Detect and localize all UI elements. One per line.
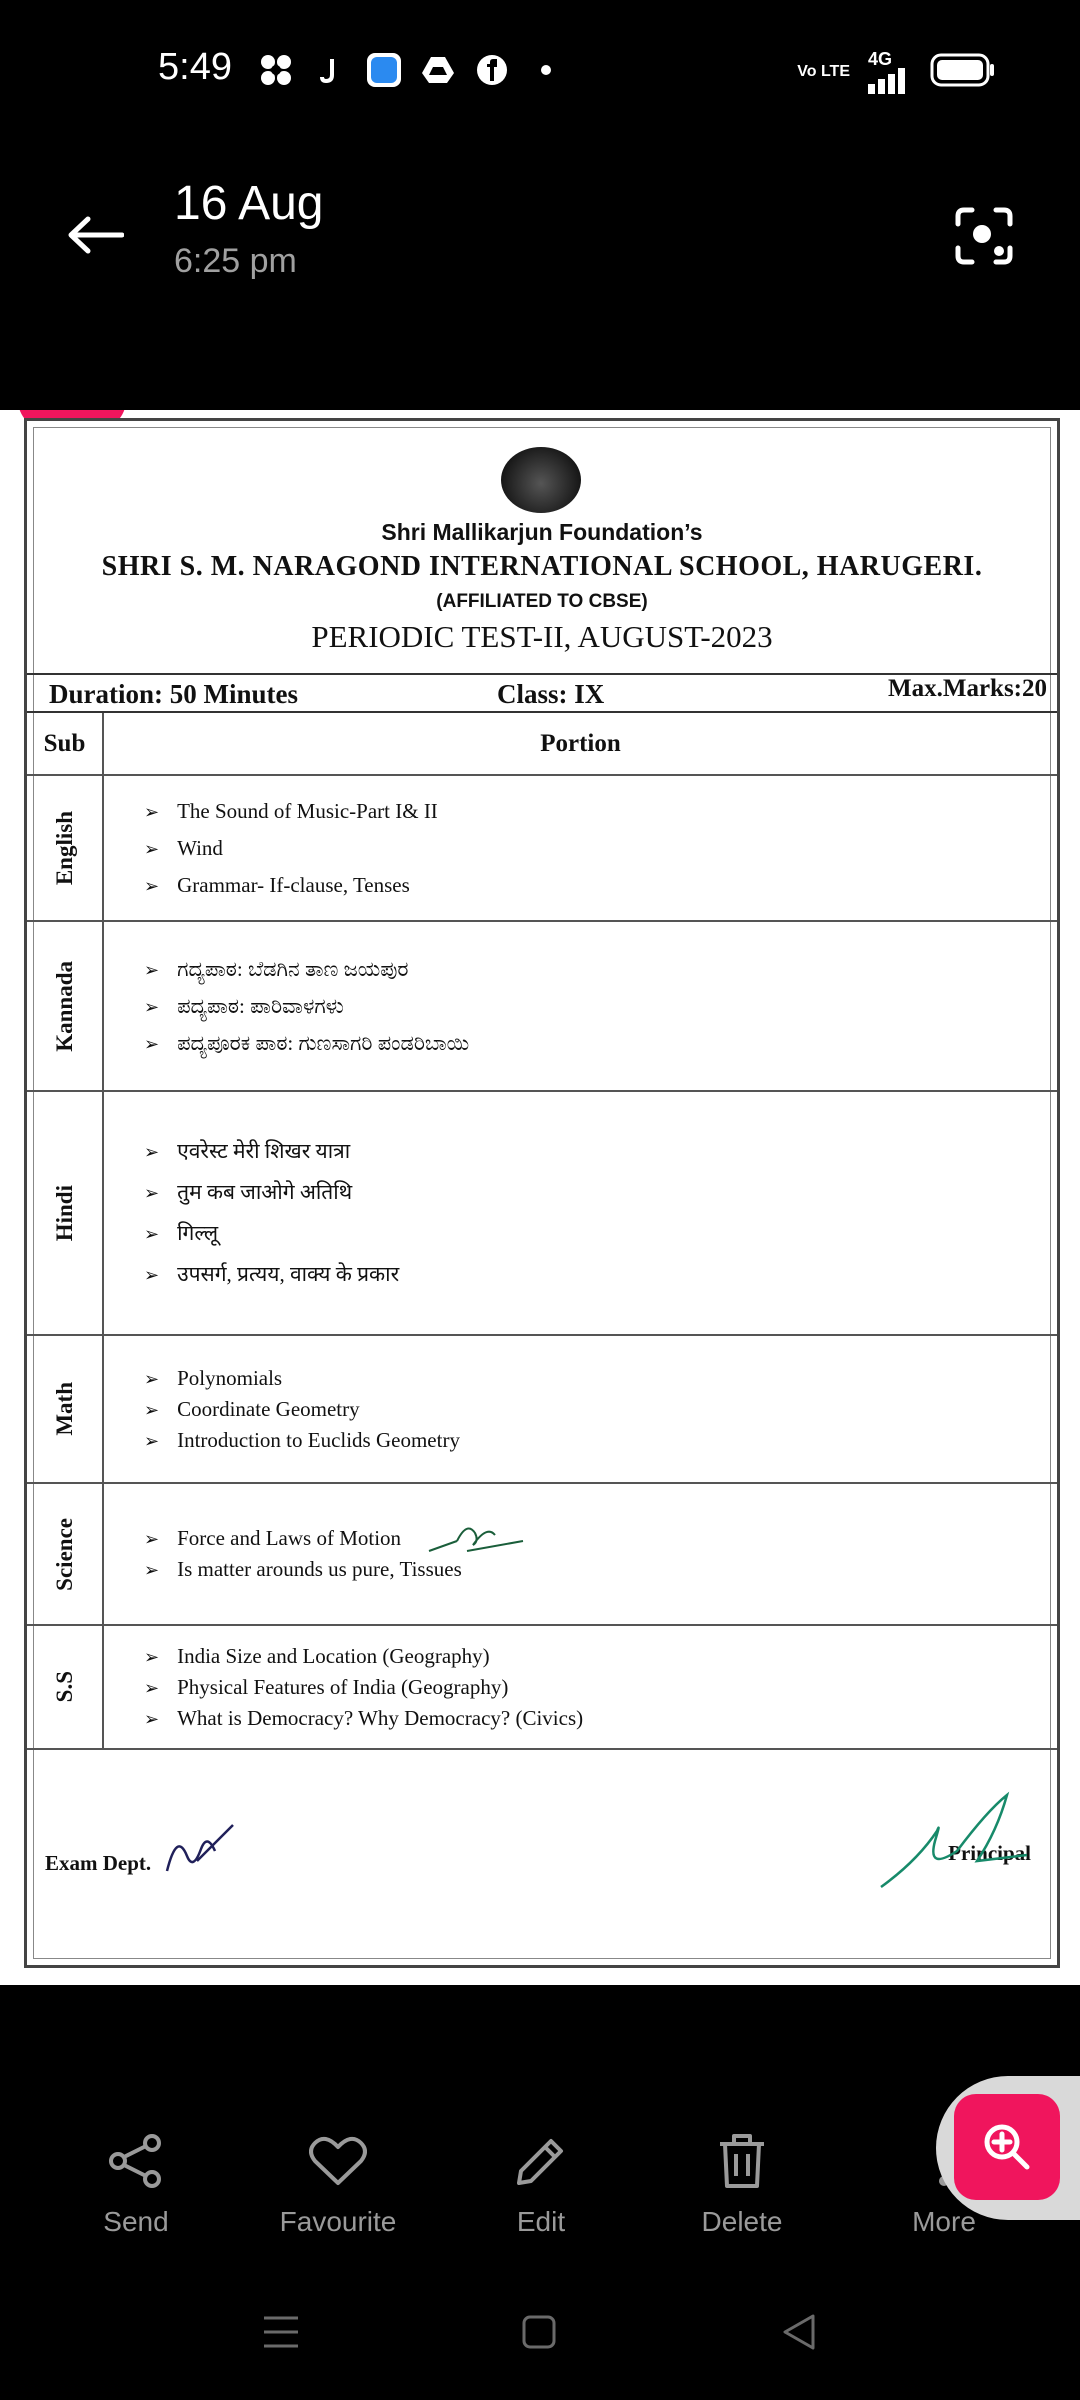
menu-icon — [262, 2315, 300, 2349]
exam-dept-signature — [157, 1821, 237, 1881]
table-row — [27, 921, 1057, 1091]
list-item: ➢ एवरेस्ट मेरी शिखर यात्रा — [144, 1131, 1057, 1172]
drive-icon — [420, 52, 456, 88]
principal-signature — [877, 1791, 1037, 1891]
send-button[interactable] — [46, 2130, 226, 2238]
list-item: ➢ Wind — [144, 830, 1057, 867]
facebook-icon — [474, 52, 510, 88]
subject-name: Science — [51, 1517, 77, 1591]
principal-label: Principal — [948, 1841, 1031, 1865]
back-button[interactable] — [60, 200, 130, 270]
status-bar — [0, 0, 1080, 140]
pencil-icon — [513, 2133, 569, 2189]
zoom-button[interactable] — [954, 2094, 1060, 2200]
list-item: ➢ Is matter arounds us pure, Tissues — [144, 1554, 1057, 1585]
list-item: ➢ Coordinate Geometry — [144, 1394, 1057, 1425]
favourite-button[interactable] — [248, 2130, 428, 2238]
subject-name: Math — [51, 1382, 77, 1436]
back-triangle-icon — [781, 2313, 817, 2351]
home-square-icon — [521, 2314, 557, 2350]
more-label: More — [912, 2206, 976, 2237]
viewer-header — [0, 140, 1080, 410]
list-item: ➢ ಗದ್ಯಪಾಠ: ಬೆಡಗಿನ ತಾಣ ಜಯಪುರ — [144, 951, 1057, 988]
status-indicators — [797, 50, 996, 94]
files-app-icon — [366, 52, 402, 88]
lens-icon — [954, 206, 1014, 266]
photo-date: 16 Aug — [174, 177, 324, 230]
edit-label: Edit — [516, 2206, 566, 2237]
document — [24, 418, 1060, 1968]
list-item: ➢ तुम कब जाओगे अतिथि — [144, 1172, 1057, 1213]
list-item: ➢ गिल्लू — [144, 1213, 1057, 1254]
list-item: ➢ The Sound of Music-Part I& II — [144, 793, 1057, 830]
test-title: PERIODIC TEST-II, AUGUST-2023 — [311, 619, 773, 654]
photo-viewer[interactable] — [0, 410, 1080, 1985]
notification-icons — [258, 52, 564, 88]
class: Class: IX — [497, 679, 605, 709]
list-item: ➢ What is Democracy? Why Democracy? (Civics) — [144, 1703, 1057, 1734]
recents-button[interactable] — [256, 2312, 306, 2352]
delete-button[interactable] — [652, 2130, 832, 2238]
photo-time: 6:25 pm — [174, 242, 297, 280]
subject-name: Hindi — [51, 1184, 77, 1242]
school-name: SHRI S. M. NARAGOND INTERNATIONAL SCHOOL, HARUGERI. — [101, 551, 983, 582]
list-item: ➢ Force and Laws of Motion — [144, 1523, 1057, 1554]
duration: Duration: 50 Minutes — [49, 679, 298, 709]
list-item: ➢ Introduction to Euclids Geometry — [144, 1425, 1057, 1456]
send-label: Send — [103, 2206, 169, 2237]
table-row — [27, 775, 1057, 921]
table-row — [27, 1483, 1057, 1625]
heart-icon — [309, 2135, 367, 2187]
list-item: ➢ Grammar- If-clause, Tenses — [144, 867, 1057, 904]
list-item: ➢ Polynomials — [144, 1363, 1057, 1394]
status-time: 5:49 — [158, 46, 232, 88]
list-item: ➢ उपसर्ग, प्रत्यय, वाक्य के प्रकार — [144, 1254, 1057, 1295]
app-icon — [258, 52, 294, 88]
table-row — [27, 1091, 1057, 1335]
portion-table — [27, 713, 1057, 1750]
exam-meta — [27, 673, 1057, 713]
list-item: ➢ ಪದ್ಯಪಾಠ: ಪಾರಿವಾಳಗಳು — [144, 988, 1057, 1025]
list-item: ➢ India Size and Location (Geography) — [144, 1641, 1057, 1672]
j-app-icon — [312, 52, 348, 88]
exam-dept-label: Exam Dept. — [45, 1851, 152, 1875]
dot-icon — [528, 52, 564, 88]
school-logo — [501, 447, 581, 513]
action-bar — [0, 2080, 1080, 2237]
nav-back-button[interactable] — [774, 2312, 824, 2352]
back-arrow-icon — [66, 215, 124, 255]
portion-header: Portion — [103, 713, 1057, 775]
navigation-bar — [0, 2290, 1080, 2370]
home-button[interactable] — [514, 2312, 564, 2352]
volte-indicator: Vo LTE — [797, 63, 850, 80]
list-item: ➢ Physical Features of India (Geography) — [144, 1672, 1057, 1703]
max-marks: Max.Marks:20 — [888, 675, 1047, 702]
signal-icon — [868, 50, 912, 94]
share-icon — [108, 2133, 164, 2189]
table-row — [27, 1335, 1057, 1483]
table-row — [27, 1625, 1057, 1749]
edit-button[interactable] — [451, 2130, 631, 2238]
delete-label: Delete — [701, 2206, 783, 2237]
lens-button[interactable] — [944, 196, 1024, 276]
table-header-row — [27, 713, 1057, 775]
zoom-in-icon — [982, 2122, 1032, 2172]
affiliation: (AFFILIATED TO CBSE) — [436, 591, 648, 612]
science-signature — [427, 1511, 527, 1561]
subject-name: English — [51, 810, 77, 886]
list-item: ➢ ಪದ್ಯಪೂರಕ ಪಾಠ: ಗುಣಸಾಗರಿ ಪಂಡರಿಬಾಯಿ — [144, 1025, 1057, 1062]
trash-icon — [716, 2132, 768, 2190]
foundation-name: Shri Mallikarjun Foundation’s — [381, 519, 703, 545]
subject-name: S.S — [51, 1671, 77, 1703]
favourite-label: Favourite — [279, 2206, 397, 2237]
sub-header: Sub — [27, 713, 103, 775]
battery-icon — [930, 53, 996, 91]
network-type: 4G — [868, 49, 893, 69]
subject-name: Kannada — [51, 960, 77, 1052]
